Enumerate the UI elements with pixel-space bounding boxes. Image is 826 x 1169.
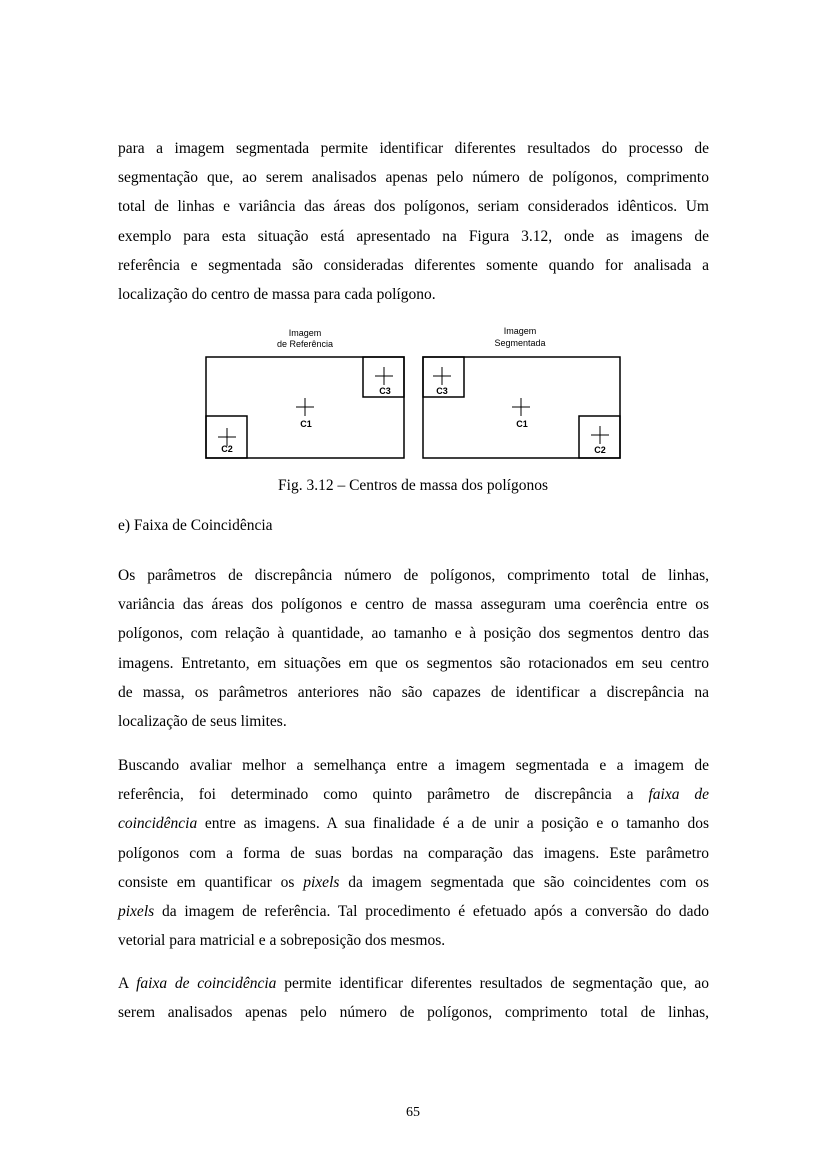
reference-c1-label: C1 [300, 419, 312, 429]
reference-c1-cross-icon [296, 398, 314, 416]
text-run: entre as imagens. A sua finalidade é a de unir a posição e o tamanho dos [204, 815, 710, 833]
text-line: localização de seus limites. [118, 713, 287, 731]
segmented-c3-label: C3 [436, 386, 448, 396]
reference-image-diagram [206, 357, 404, 458]
figure-caption: Fig. 3.12 – Centros de massa dos polígonos [278, 477, 548, 494]
text-line: localização do centro de massa para cada polígono. [118, 286, 436, 304]
segmented-c3-cross-icon [433, 367, 451, 385]
italic-term: faixa de [648, 786, 710, 804]
text-line: serem analisados apenas pelo número de polígonos, comprimento total de linhas, [118, 1004, 709, 1022]
text-run: A [118, 975, 129, 992]
right-figure-title-line1: Imagem [503, 326, 537, 336]
italic-term: faixa de coincidência [136, 975, 277, 992]
text-line: para a imagem segmentada permite identificar diferentes resultados do processo de [118, 140, 709, 157]
right-figure-title-line2: Segmentada [494, 338, 546, 348]
paragraph-intro [118, 134, 709, 309]
reference-c2-label: C2 [221, 444, 233, 454]
paragraph-parameters [118, 561, 709, 736]
text-line: polígonos, com relação à quantidade, ao tamanho e à posição dos segmentos dentro das [118, 625, 709, 643]
text-run: consiste em quantificar os [118, 873, 295, 891]
italic-term: pixels [303, 873, 340, 891]
text-run: da imagem segmentada que são coincidentes com os [348, 873, 710, 891]
text-line: Os parâmetros de discrepância número de polígonos, comprimento total de linhas, [118, 567, 709, 584]
text-line: segmentação que, ao serem analisados apenas pelo número de polígonos, comprimento [118, 169, 709, 187]
centroid-figure [200, 320, 630, 470]
left-figure-title-line2: de Referência [276, 339, 334, 349]
segmented-c1-label: C1 [516, 419, 528, 429]
reference-c3-label: C3 [379, 386, 391, 396]
segmented-image-diagram [423, 357, 620, 458]
text-line [118, 868, 709, 897]
reference-c3-cross-icon [375, 367, 393, 385]
text-line: referência e segmentada são consideradas diferentes somente quando for analisada a [118, 256, 709, 274]
left-figure-title-line1: Imagem [288, 328, 322, 338]
text-line [118, 809, 709, 838]
text-line [118, 780, 709, 809]
segmented-c2-label: C2 [594, 445, 606, 455]
section-heading: e) Faixa de Coincidência [118, 517, 273, 534]
text-line: Buscando avaliar melhor a semelhança entre a imagem segmentada e a imagem de [118, 757, 709, 774]
text-line: polígonos com a forma de suas bordas na comparação das imagens. Este parâmetro [118, 844, 709, 862]
italic-term: pixels [118, 903, 155, 921]
text-line: de massa, os parâmetros anteriores não são capazes de identificar a discrepância na [118, 683, 709, 701]
text-line: total de linhas e variância das áreas dos polígonos, seriam considerados idênticos. Um [118, 198, 709, 216]
text-line: variância das áreas dos polígonos e centro de massa asseguram uma coerência entre os [118, 596, 709, 614]
page-number: 65 [406, 1105, 420, 1120]
text-line [118, 897, 709, 926]
text-run: permite identificar diferentes resultados de segmentação que, ao [284, 975, 710, 992]
text-line: exemplo para esta situação está apresentado na Figura 3.12, onde as imagens de [118, 227, 709, 245]
text-line [118, 969, 709, 998]
text-line: imagens. Entretanto, em situações em que os segmentos são rotacionados em seu centro [118, 654, 709, 672]
italic-term: coincidência [118, 815, 198, 833]
segmented-c1-cross-icon [512, 398, 530, 416]
text-line: vetorial para matricial e a sobreposição dos mesmos. [118, 932, 446, 950]
paragraph-coincidence [118, 751, 709, 955]
segmented-c2-cross-icon [591, 426, 609, 444]
text-run: da imagem de referência. Tal procedimento é efetuado após a conversão do dado [161, 903, 709, 921]
paragraph-coincidence-band [118, 969, 709, 1027]
text-run: referência, foi determinado como quinto parâmetro de discrepância a [118, 786, 634, 804]
